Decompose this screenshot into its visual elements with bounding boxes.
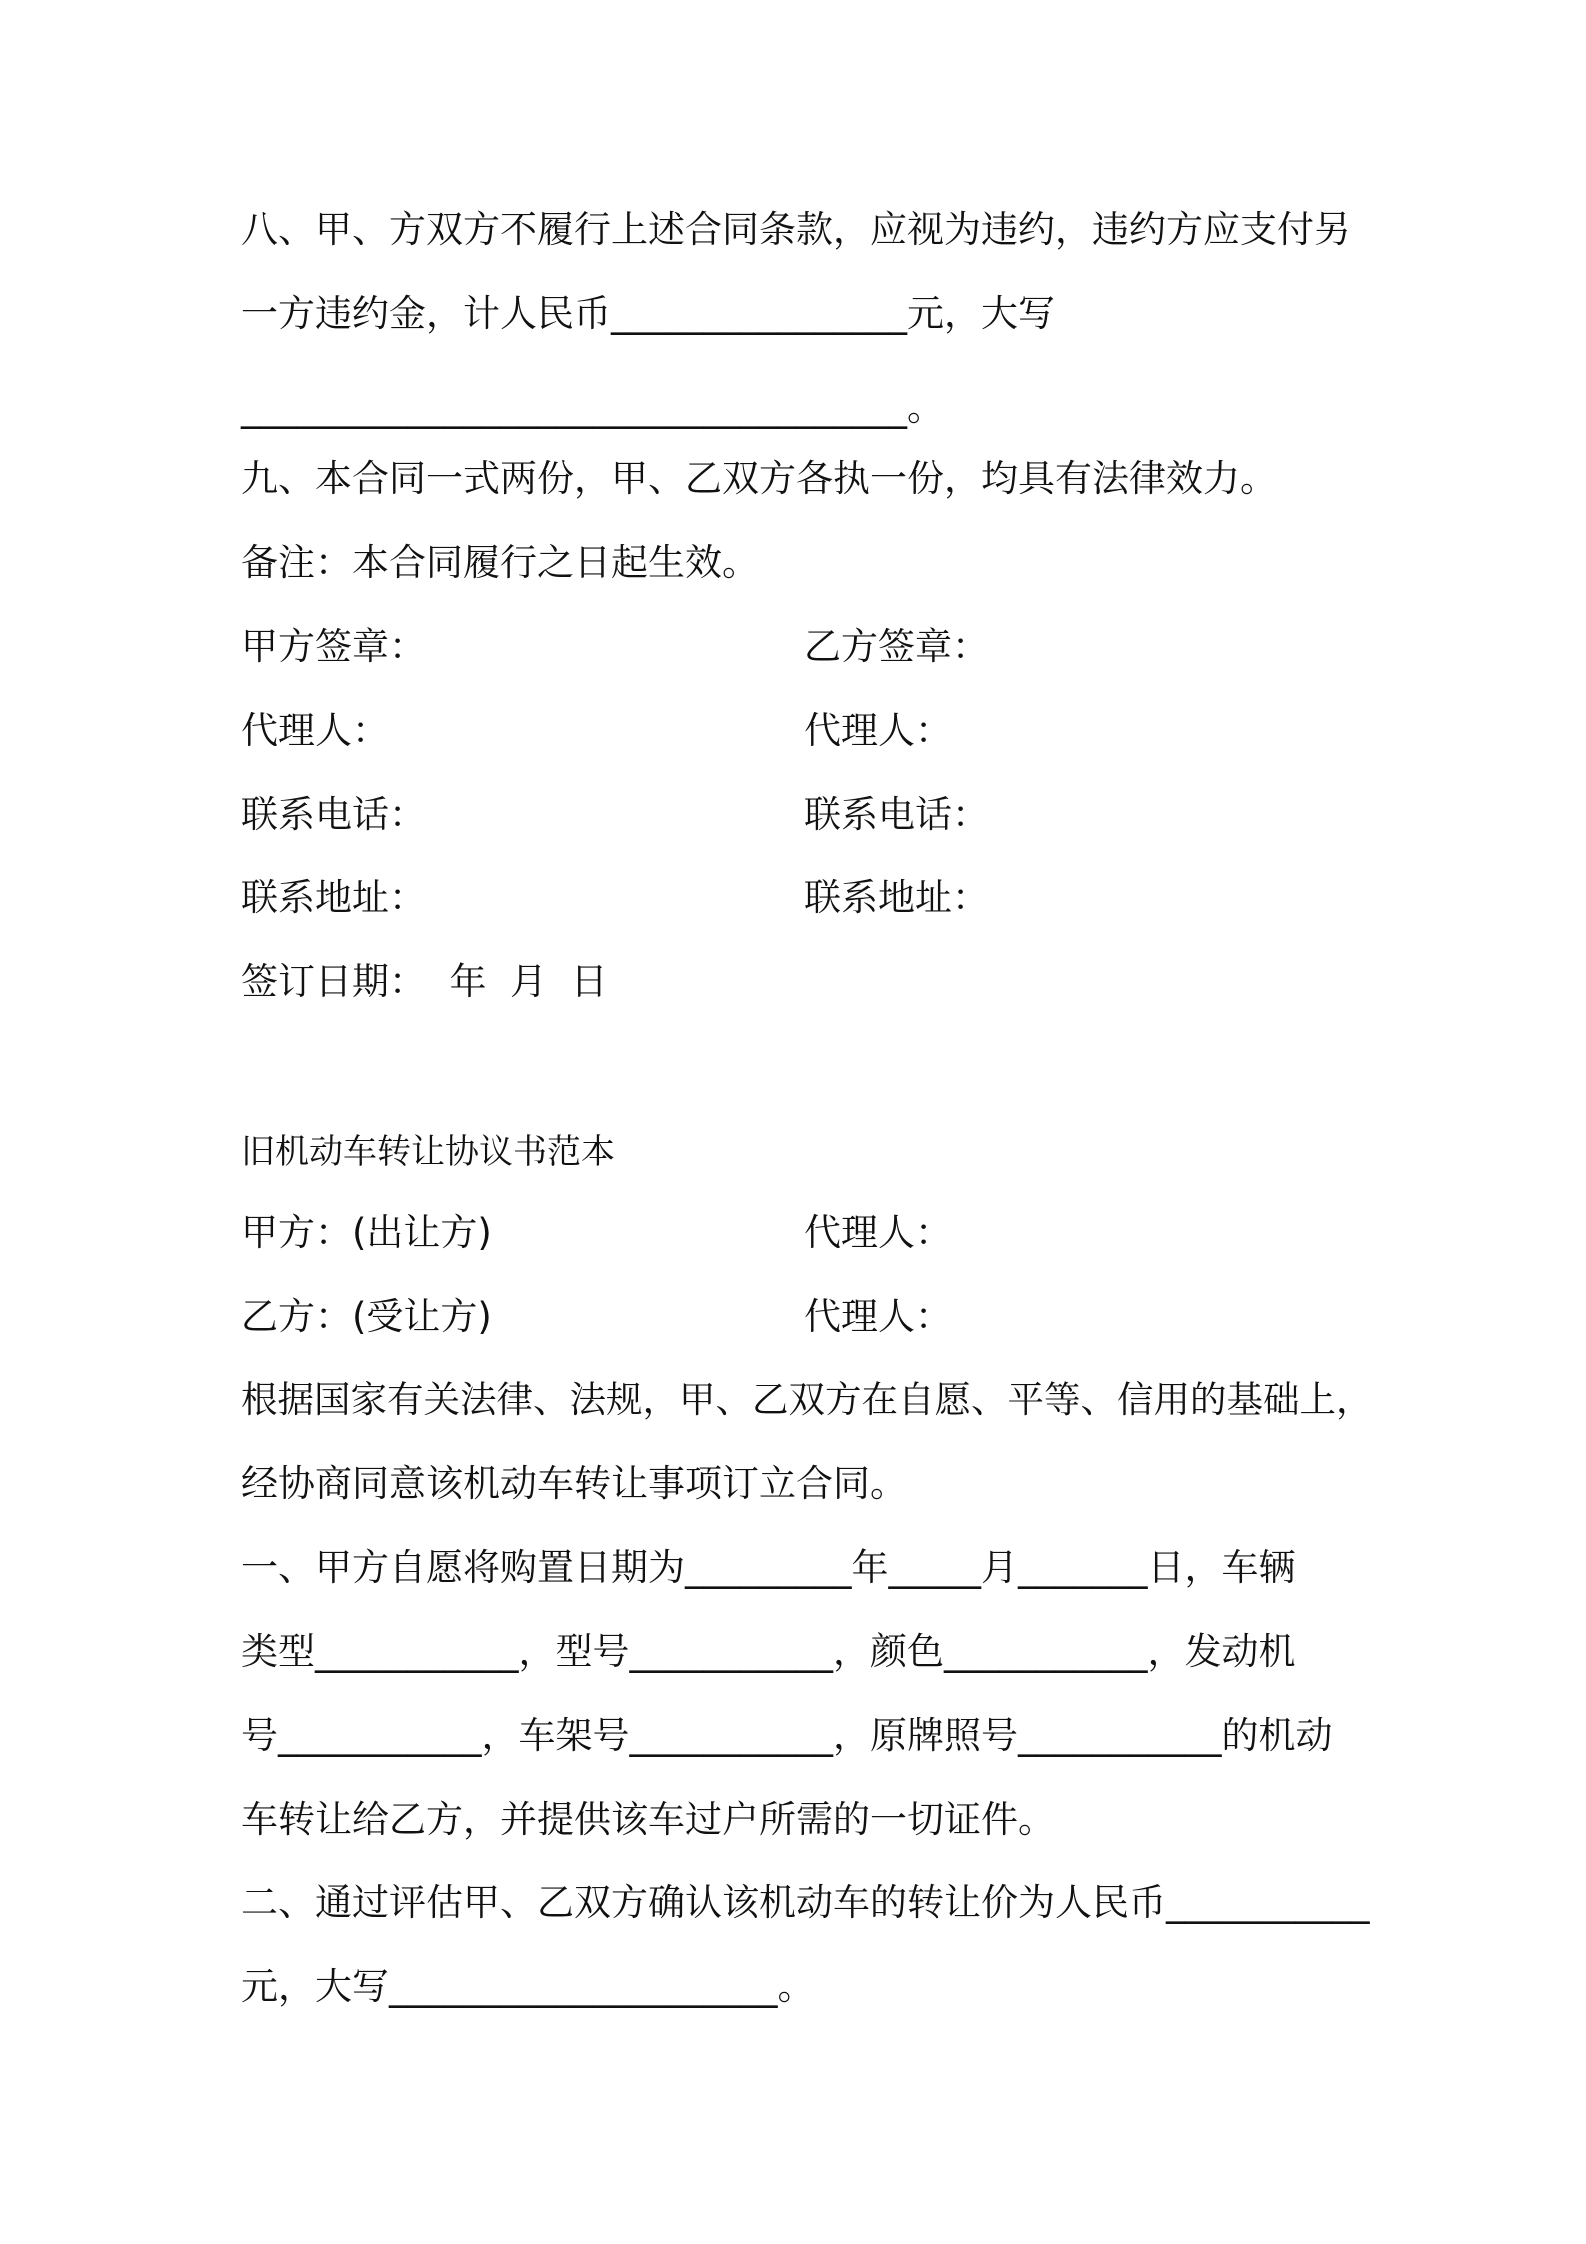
clause-2-line-2: 元，大写_____________________。	[241, 1965, 815, 2008]
clause-1-line-1: 一、甲方自愿将购置日期为_________年_____月_______日，车辆	[241, 1546, 1296, 1589]
second-doc-party-a: 甲方：(出让方)	[241, 1211, 492, 1254]
agent-a-label: 代理人：	[241, 709, 389, 752]
address-b-label: 联系地址：	[804, 876, 989, 919]
clause-8-line-1: 八、甲、方双方不履行上述合同条款，应视为违约，违约方应支付另	[241, 208, 1351, 251]
phone-a-label: 联系电话：	[241, 793, 426, 836]
clause-8-line-2: 一方违约金，计人民币________________元，大写	[241, 292, 1055, 335]
address-a-label: 联系地址：	[241, 876, 426, 919]
sign-date-label: 签订日期： 年 月 日	[241, 960, 608, 1003]
clause-1-line-3: 号___________，车架号___________，原牌照号___________的机动	[241, 1714, 1333, 1757]
second-doc-party-b: 乙方：(受让方)	[241, 1295, 492, 1338]
second-doc-party-a-agent: 代理人：	[804, 1211, 952, 1254]
note: 备注：本合同履行之日起生效。	[241, 541, 759, 584]
phone-b-label: 联系电话：	[804, 793, 989, 836]
clause-1-line-4: 车转让给乙方，并提供该车过户所需的一切证件。	[241, 1798, 1055, 1841]
clause-1-line-2: 类型___________，型号___________，颜色___________，发动机	[241, 1630, 1296, 1673]
second-doc-party-b-agent: 代理人：	[804, 1295, 952, 1338]
second-doc-title: 旧机动车转让协议书范本	[241, 1132, 615, 1172]
intro-line-1: 根据国家有关法律、法规，甲、乙双方在自愿、平等、信用的基础上，	[241, 1378, 1373, 1421]
party-a-seal-label: 甲方签章：	[241, 625, 426, 668]
clause-9: 九、本合同一式两份，甲、乙双方各执一份，均具有法律效力。	[241, 457, 1277, 500]
clause-8-line-3: ____________________________________。	[241, 386, 944, 429]
party-b-seal-label: 乙方签章：	[804, 625, 989, 668]
clause-2-line-1: 二、通过评估甲、乙双方确认该机动车的转让价为人民币___________	[241, 1881, 1370, 1924]
intro-line-2: 经协商同意该机动车转让事项订立合同。	[241, 1462, 907, 1505]
agent-b-label: 代理人：	[804, 709, 952, 752]
